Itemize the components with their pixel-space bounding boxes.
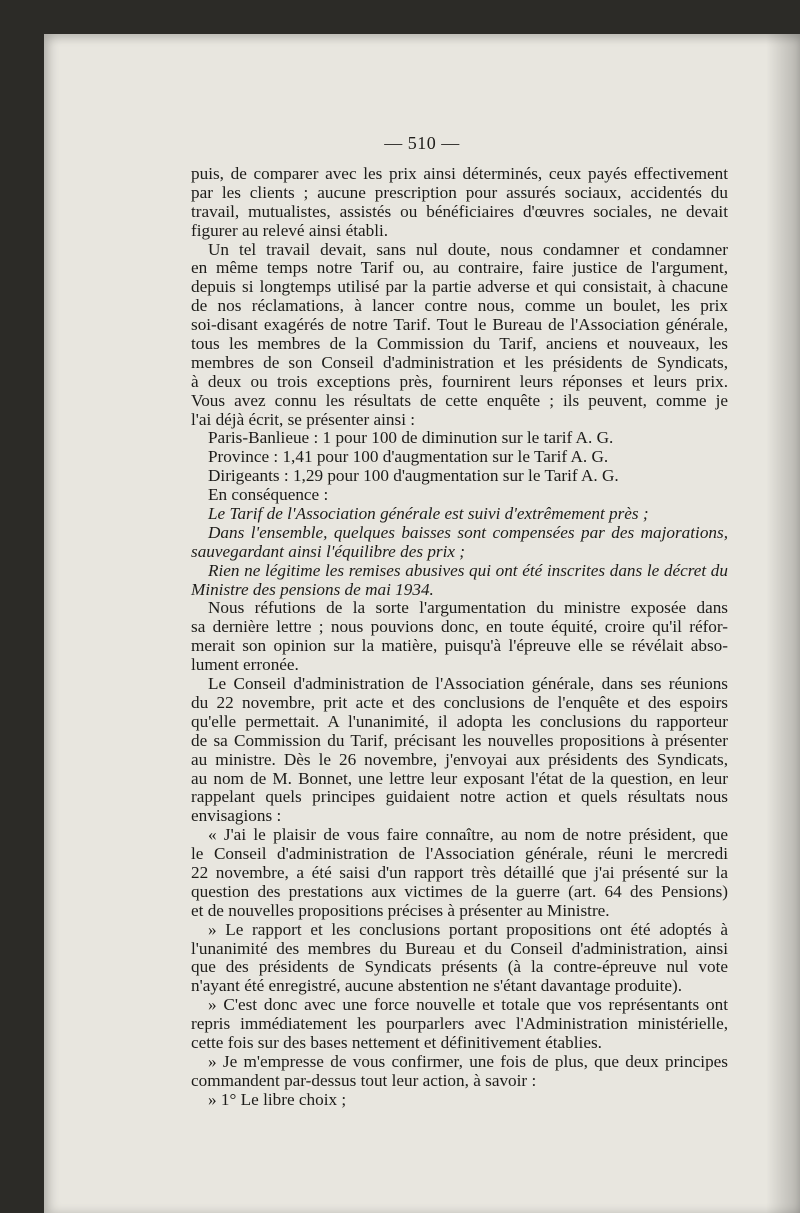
text-line: que des présidents de Syndicats présents (à la contre-épreuve nul vote	[191, 958, 728, 977]
text-line: au ministre. Dès le 26 novembre, j'envoyai aux présidents des Syndicats,	[191, 750, 728, 769]
text-line: Le Tarif de l'Association générale est suivi d'extrêmement près ;	[208, 504, 649, 524]
text-line: travail, mutualistes, assistés ou bénéficiaires d'œuvres sociales, ne devait	[191, 202, 728, 221]
text-line: rappelant quels principes guidaient notre action et quels résultats nous	[191, 788, 728, 807]
text-line: membres de son Conseil d'administration et les présidents de Syndicats,	[191, 353, 728, 372]
text-line: tous les membres de la Commission du Tarif, anciens et nouveaux, les	[191, 335, 728, 354]
text-line: » Je m'empresse de vous confirmer, une fois de plus, que deux principes	[208, 1052, 728, 1071]
text-line: par les clients ; aucune prescription pour assurés sociaux, accidentés du	[191, 183, 728, 202]
text-line: » Le rapport et les conclusions portant propositions ont été adoptés à	[208, 920, 728, 939]
text-line: le Conseil d'administration de l'Association générale, réuni le mercredi	[191, 845, 728, 864]
text-line: Nous réfutions de la sorte l'argumentation du ministre exposée dans	[208, 599, 728, 618]
text-line: l'unanimité des membres du Bureau et du Conseil d'administration, ainsi	[191, 939, 728, 958]
text-line: » C'est donc avec une force nouvelle et totale que vos représentants ont	[208, 996, 728, 1015]
text-line: de sa Commission du Tarif, précisant les nouvelles propositions à présenter	[191, 731, 728, 750]
page-spine-shadow	[766, 34, 800, 1213]
text-line: 22 novembre, a été saisi d'un rapport très détaillé que j'ai présenté sur la	[191, 863, 728, 882]
text-line: en même temps notre Tarif ou, au contraire, faire justice de l'argument,	[191, 259, 728, 278]
text-line: Dirigeants : 1,29 pour 100 d'augmentation sur le Tarif A. G.	[208, 466, 619, 486]
body-text	[191, 165, 728, 1110]
text-line: envisagions :	[191, 806, 282, 826]
text-line: n'ayant été enregistré, aucune abstention ne s'étant davantage produite).	[191, 976, 683, 996]
text-line: commandent par-dessus tout leur action, à savoir :	[191, 1070, 537, 1090]
text-line: « J'ai le plaisir de vous faire connaître, au nom de notre président, que	[208, 826, 728, 845]
text-line: figurer au relevé ainsi établi.	[191, 220, 389, 240]
text-line: du 22 novembre, prit acte et des conclusions de l'enquête et des espoirs	[191, 693, 728, 712]
book-page	[44, 34, 800, 1213]
text-line: Ministre des pensions de mai 1934.	[191, 579, 434, 599]
text-line: au nom de M. Bonnet, une lettre leur exposant l'état de la question, en leur	[191, 769, 728, 788]
text-line: Vous avez connu les résultats de cette enquête ; ils peuvent, comme je	[191, 391, 728, 410]
text-line: sa dernière lettre ; nous pouvions donc, en toute équité, croire qu'il réfor-	[191, 618, 728, 637]
text-line: Paris-Banlieue : 1 pour 100 de diminution sur le tarif A. G.	[208, 428, 614, 448]
text-line: merait son opinion sur la matière, puisqu'à l'épreuve elle se révélait abso-	[191, 637, 728, 656]
text-line: Dans l'ensemble, quelques baisses sont compensées par des majorations,	[208, 523, 728, 542]
text-line: depuis si longtemps utilisé par la partie adverse et qui consistait, à chacune	[191, 278, 728, 297]
text-line: de nos réclamations, à lancer contre nous, comme un boulet, les prix	[191, 297, 728, 316]
text-line: l'ai déjà écrit, se présenter ainsi :	[191, 409, 416, 429]
text-line: lument erronée.	[191, 655, 299, 675]
text-line: » 1° Le libre choix ;	[208, 1089, 347, 1109]
text-line: cette fois sur des bases nettement et définitivement établies.	[191, 1032, 602, 1052]
text-line: soi-disant exagérés de notre Tarif. Tout le Bureau de l'Association générale,	[191, 316, 728, 335]
text-line: à deux ou trois exceptions près, fournirent leurs réponses et leurs prix.	[191, 372, 728, 391]
text-line: Province : 1,41 pour 100 d'augmentation sur le Tarif A. G.	[208, 447, 609, 467]
text-line: puis, de comparer avec les prix ainsi déterminés, ceux payés effectivement	[191, 165, 728, 183]
text-line: repris immédiatement les pourparlers avec l'Administration ministérielle,	[191, 1015, 728, 1034]
text-line: Rien ne légitime les remises abusives qui ont été inscrites dans le décret du	[208, 561, 728, 580]
text-line: Un tel travail devait, sans nul doute, nous condamner et condamner	[208, 240, 728, 259]
text-line: Le Conseil d'administration de l'Association générale, dans ses réunions	[208, 675, 728, 694]
text-line: En conséquence :	[208, 485, 329, 505]
text-line: sauvegardant ainsi l'équilibre des prix ;	[191, 541, 466, 561]
text-line: question des prestations aux victimes de la guerre (art. 64 des Pensions)	[191, 882, 728, 901]
page-number: — 510 —	[384, 133, 460, 153]
text-line: qu'elle permettait. A l'unanimité, il adopta les conclusions du rapporteur	[191, 712, 728, 731]
text-line: et de nouvelles propositions précises à présenter au Ministre.	[191, 900, 610, 920]
